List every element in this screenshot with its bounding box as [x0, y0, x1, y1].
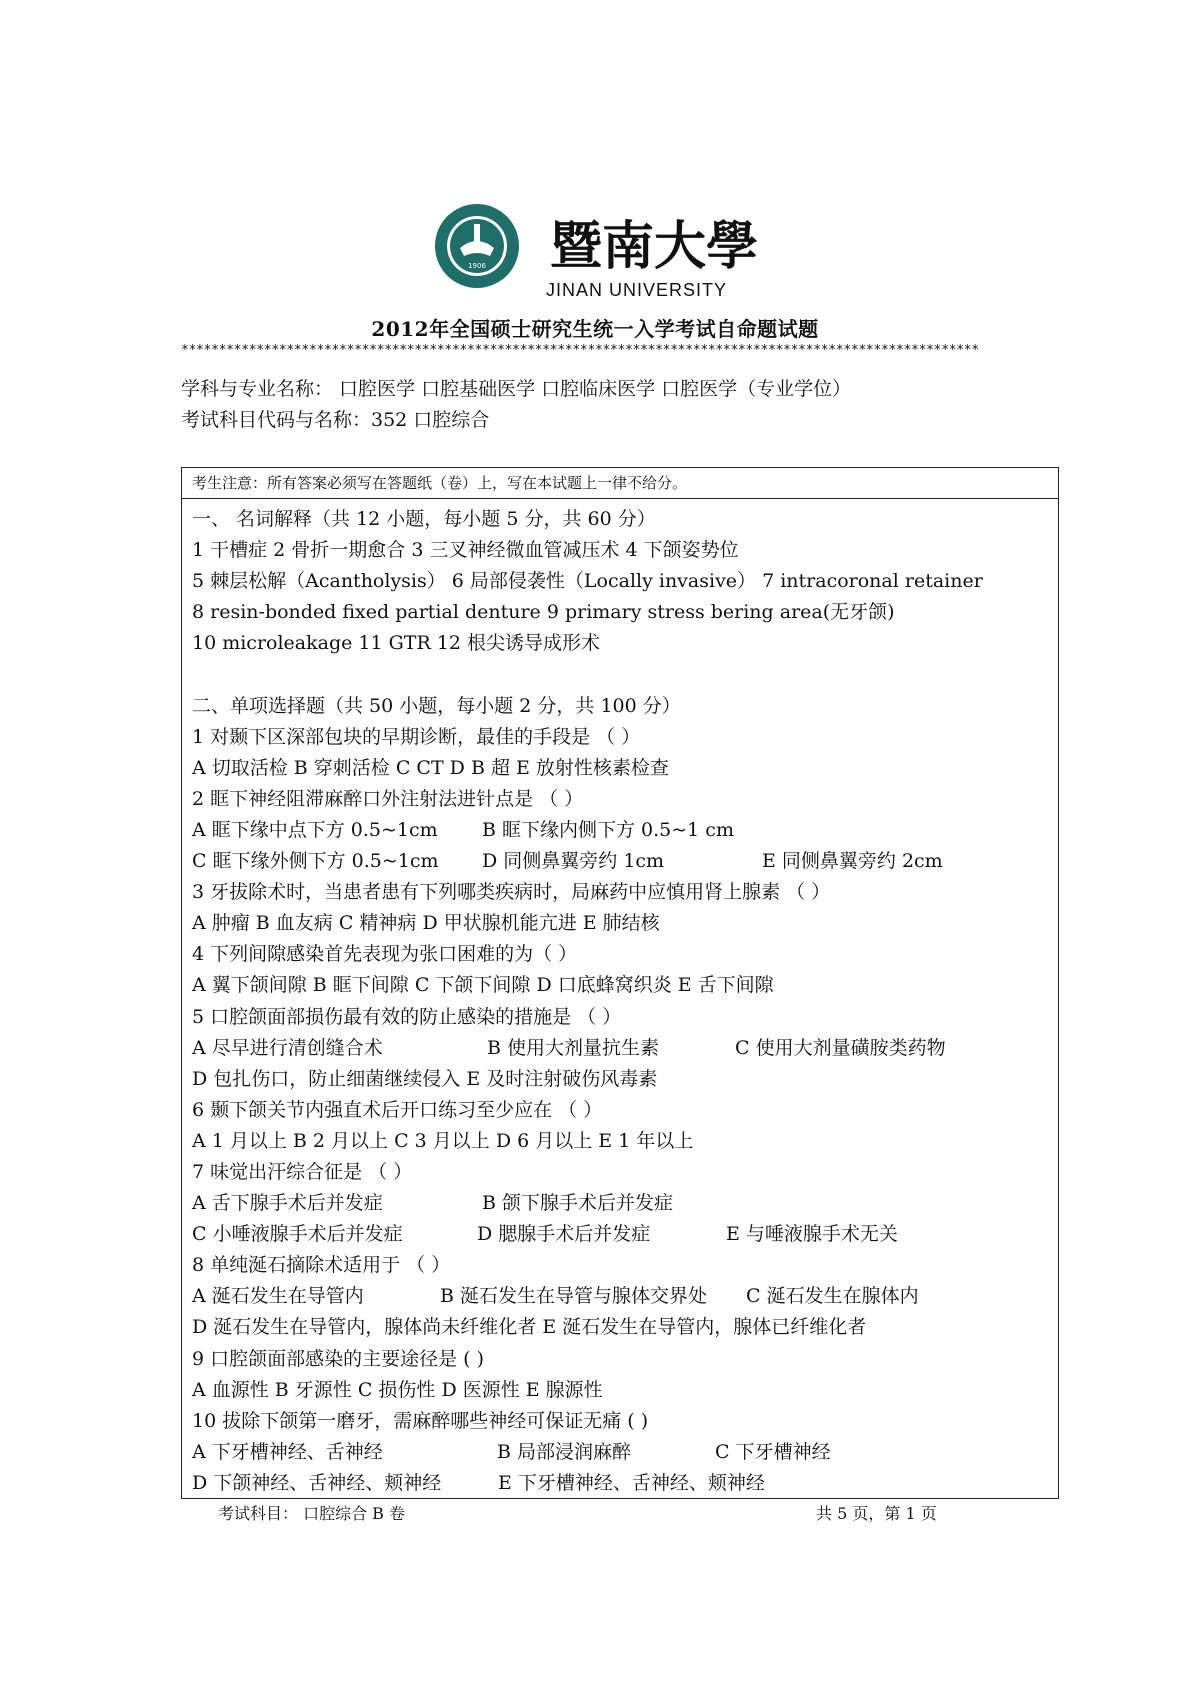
- line-option: E 下牙槽神经、舌神经、颊神经: [498, 1471, 765, 1494]
- line-option: A 眶下缘中点下方 0.5~1cm: [192, 818, 438, 841]
- line-option: C 使用大剂量磺胺类药物: [735, 1036, 946, 1059]
- line-option: B 眶下缘内侧下方 0.5~1 cm: [482, 818, 734, 841]
- separator-stars: **********************************************************************************************************: [181, 344, 979, 358]
- line-text: 10 拔除下颌第一磨牙，需麻醉哪些神经可保证无痛 ( ): [192, 1409, 649, 1432]
- question-line: [192, 1126, 1052, 1157]
- line-text: 5 棘层松解（Acantholysis） 6 局部侵袭性（Locally invasive） 7 intracoronal retainer: [192, 570, 983, 593]
- line-text: 8 单纯涎石摘除术适用于 （ ）: [192, 1254, 451, 1277]
- question-line: [192, 1095, 1052, 1126]
- question-line: [192, 504, 1052, 535]
- line-text: 3 牙拔除术时，当患者患有下列哪类疾病时，局麻药中应慎用肾上腺素 （ ）: [192, 881, 831, 904]
- question-line: [192, 691, 1052, 722]
- question-lines: [192, 504, 1052, 1499]
- question-line: [192, 1437, 1052, 1468]
- line-option: A 涎石发生在导管内: [192, 1285, 364, 1308]
- line-option: C 小唾液腺手术后并发症: [192, 1223, 403, 1246]
- line-option: B 局部浸润麻醉: [497, 1440, 632, 1463]
- line-option: D 同侧鼻翼旁约 1cm: [482, 850, 665, 873]
- question-line: [192, 1219, 1052, 1250]
- line-option: B 涎石发生在导管与腺体交界处: [440, 1285, 708, 1308]
- line-text: 二、单项选择题（共 50 小题，每小题 2 分，共 100 分）: [192, 694, 681, 717]
- question-line: [192, 1406, 1052, 1437]
- line-option: E 同侧鼻翼旁约 2cm: [762, 850, 943, 873]
- footer-page: 共 5 页，第 1 页: [816, 1504, 937, 1523]
- line-option: D 下颌神经、舌神经、颊神经: [192, 1471, 442, 1494]
- line-text: 2 眶下神经阻滞麻醉口外注射法进针点是 （ ）: [192, 787, 584, 810]
- line-text: 4 下列间隙感染首先表现为张口困难的为（ ）: [192, 943, 578, 966]
- question-line: [192, 1002, 1052, 1033]
- question-line: [192, 1375, 1052, 1406]
- line-text: A 肿瘤 B 血友病 C 精神病 D 甲状腺机能亢进 E 肺结核: [192, 912, 660, 935]
- line-text: 1 对颞下区深部包块的早期诊断，最佳的手段是 （ ）: [192, 725, 641, 748]
- line-option: B 颌下腺手术后并发症: [482, 1192, 674, 1215]
- line-text: 8 resin-bonded fixed partial denture 9 primary stress bering area(无牙颌): [192, 601, 895, 624]
- line-option: D 腮腺手术后并发症: [477, 1223, 651, 1246]
- line-text: 一、 名词解释（共 12 小题，每小题 5 分，共 60 分）: [192, 508, 656, 530]
- question-line: [192, 1344, 1052, 1375]
- exam-title: 2012年全国硕士研究生统一入学考试自命题试题: [371, 317, 819, 341]
- line-option: E 与唾液腺手术无关: [726, 1223, 898, 1246]
- line-option: A 尽早进行清创缝合术: [192, 1036, 383, 1059]
- line-text: 1 干槽症 2 骨折一期愈合 3 三叉神经微血管减压术 4 下颌姿势位: [192, 539, 739, 562]
- line-text: D 包扎伤口，防止细菌继续侵入 E 及时注射破伤风毒素: [192, 1067, 658, 1090]
- line-text: 9 口腔颌面部感染的主要途径是 ( ): [192, 1347, 485, 1370]
- question-line: [192, 535, 1052, 566]
- line-text: 5 口腔颌面部损伤最有效的防止感染的措施是 （ ）: [192, 1005, 622, 1028]
- question-line: [192, 753, 1052, 784]
- question-line: [192, 566, 1052, 597]
- question-line: [192, 815, 1052, 846]
- line-text: 10 microleakage 11 GTR 12 根尖诱导成形术: [192, 632, 601, 655]
- question-line: [192, 1312, 1052, 1343]
- question-line: [192, 784, 1052, 815]
- question-line: [192, 1281, 1052, 1312]
- line-text: 6 颞下颌关节内强直术后开口练习至少应在 （ ）: [192, 1098, 603, 1121]
- line-option: C 下牙槽神经: [715, 1440, 831, 1463]
- line-text: A 血源性 B 牙源性 C 损伤性 D 医源性 E 腺源性: [192, 1378, 603, 1401]
- line-text: A 切取活检 B 穿刺活检 C CT D B 超 E 放射性核素检查: [192, 756, 669, 779]
- footer-subject: 考试科目： 口腔综合 B 卷: [218, 1504, 406, 1523]
- line-option: C 涎石发生在腺体内: [746, 1285, 919, 1308]
- question-line: [192, 597, 1052, 628]
- question-line: [192, 659, 1052, 690]
- exam-notice: 考生注意：所有答案必须写在答题纸（卷）上，写在本试题上一律不给分。: [182, 468, 1058, 499]
- logo-en-text: JINAN UNIVERSITY: [546, 280, 728, 300]
- line-text: D 涎石发生在导管内，腺体尚未纤维化者 E 涎石发生在导管内，腺体已纤维化者: [192, 1316, 867, 1339]
- question-box: [181, 467, 1059, 1499]
- question-line: [192, 628, 1052, 659]
- question-line: [192, 722, 1052, 753]
- question-line: [192, 970, 1052, 1001]
- subject-major-line: 学科与专业名称： 口腔医学 口腔基础医学 口腔临床医学 口腔医学（专业学位）: [181, 378, 852, 400]
- question-line: [192, 939, 1052, 970]
- university-logo: [432, 204, 768, 304]
- line-text: A 翼下颌间隙 B 眶下间隙 C 下颌下间隙 D 口底蜂窝织炎 E 舌下间隙: [192, 974, 774, 997]
- line-text: A 1 月以上 B 2 月以上 C 3 月以上 D 6 月以上 E 1 年以上: [192, 1129, 694, 1152]
- line-option: C 眶下缘外侧下方 0.5~1cm: [192, 850, 439, 873]
- svg-text:1906: 1906: [468, 262, 486, 270]
- question-line: [192, 1188, 1052, 1219]
- question-line: [192, 908, 1052, 939]
- question-line: [192, 1468, 1052, 1499]
- logo-cn-text: 暨南大學: [550, 216, 759, 277]
- question-line: [192, 1250, 1052, 1281]
- line-option: B 使用大剂量抗生素: [487, 1036, 660, 1059]
- question-line: [192, 1064, 1052, 1095]
- subject-code-line: 考试科目代码与名称：352 口腔综合: [181, 409, 490, 431]
- line-text: 7 味觉出汗综合征是 （ ）: [192, 1160, 413, 1183]
- question-line: [192, 846, 1052, 877]
- line-option: A 下牙槽神经、舌神经: [192, 1440, 383, 1463]
- question-line: [192, 1157, 1052, 1188]
- question-line: [192, 877, 1052, 908]
- line-option: A 舌下腺手术后并发症: [192, 1192, 383, 1215]
- question-line: [192, 1033, 1052, 1064]
